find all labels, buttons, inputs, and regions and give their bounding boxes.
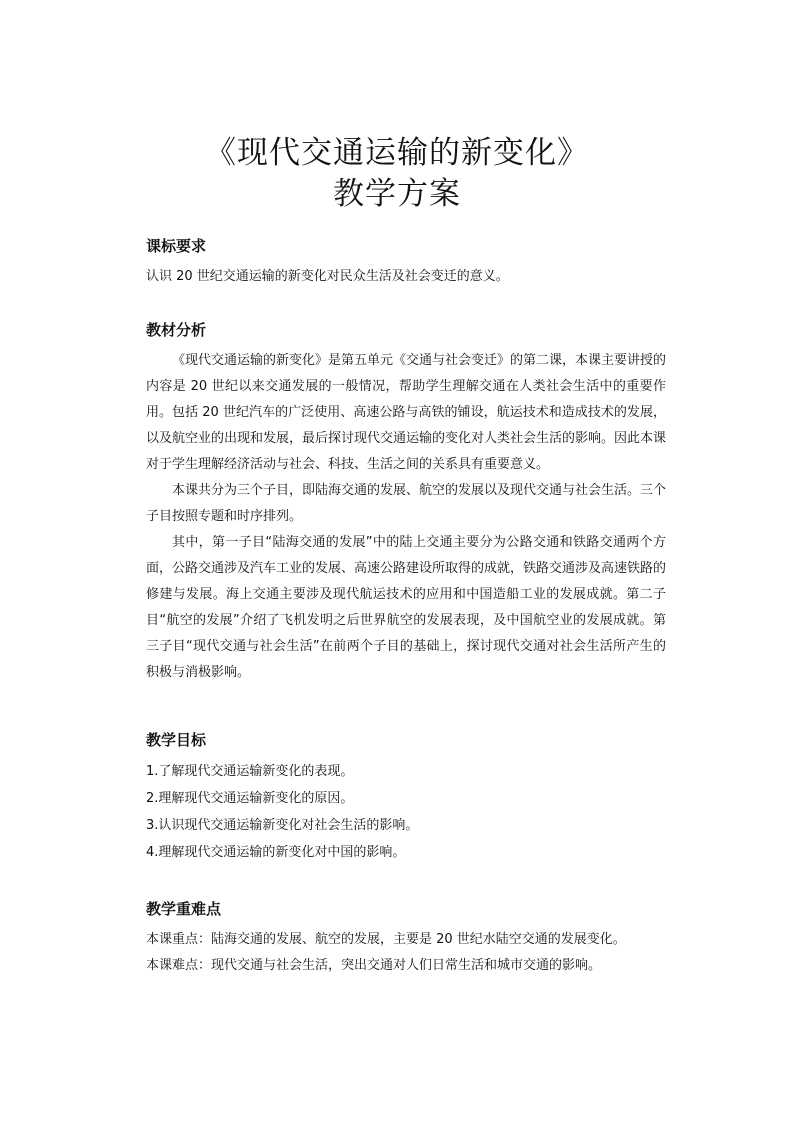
document-title: 《现代交通运输的新变化》 — [205, 135, 589, 171]
section-key-difficult-points — [146, 899, 666, 979]
section-heading: 教学重难点 — [146, 900, 222, 918]
difficult-point-text: 本课难点：现代交通与社会生活，突出交通对人们日常生活和城市交通的影响。 — [146, 958, 602, 973]
document-subtitle: 教学方案 — [333, 176, 461, 212]
section-curriculum-requirements — [146, 236, 666, 290]
section-heading: 教学目标 — [146, 731, 207, 749]
section-text: 认识 20 世纪交通运输的新变化对民众生活及社会变迁的意义。 — [146, 269, 509, 284]
paragraph: 本课共分为三个子目，即陆海交通的发展、航空的发展以及现代交通与社会生活。三个子目按照专题和时序排列。 — [146, 483, 667, 524]
section-heading: 教材分析 — [146, 321, 207, 339]
list-item: 1.了解现代交通运输新变化的表现。 — [146, 764, 354, 779]
section-heading: 课标要求 — [146, 237, 207, 255]
list-item: 3.认识现代交通运输新变化对社会生活的影响。 — [146, 818, 419, 833]
section-teaching-objectives — [146, 730, 666, 866]
paragraph: 其中，第一子目“陆海交通的发展”中的陆上交通主要分为公路交通和铁路交通两个方面，公路交通涉及汽车工业的发展、高速公路建设所取得的成就，铁路交通涉及高速铁路的修建与发展。海上交通主要涉及现代航运技术的应用和中国造船工业的发展成就。第二子目“航空的发展”介绍了飞机发明之后世界航空的发展表现，及中国航空业的发展成就。第三子目“现代交通与社会生活”在前两个子目的基础上，探讨现代交通对社会生活所产生的积极与消极影响。 — [146, 535, 667, 680]
section-textbook-analysis — [146, 320, 666, 686]
key-point-text: 本课重点：陆海交通的发展、航空的发展，主要是 20 世纪水陆空交通的发展变化。 — [146, 932, 626, 947]
paragraph: 《现代交通运输的新变化》是第五单元《交通与社会变迁》的第二课，本课主要讲授的内容是 20 世纪以来交通发展的一般情况，帮助学生理解交通在人类社会生活中的重要作用。包括 20 世纪汽车的广泛使用、高速公路与高铁的铺设，航运技术和造成技术的发展，以及航空业的出现和发展，最后探讨现代交通运输的变化对人类社会生活的影响。因此本课对于学生理解经济活动与社会、科技、生活之间的关系具有重要意义。 — [146, 353, 667, 472]
list-item: 2.理解现代交通运输新变化的原因。 — [146, 791, 354, 806]
list-item: 4.理解现代交通运输的新变化对中国的影响。 — [146, 845, 406, 860]
